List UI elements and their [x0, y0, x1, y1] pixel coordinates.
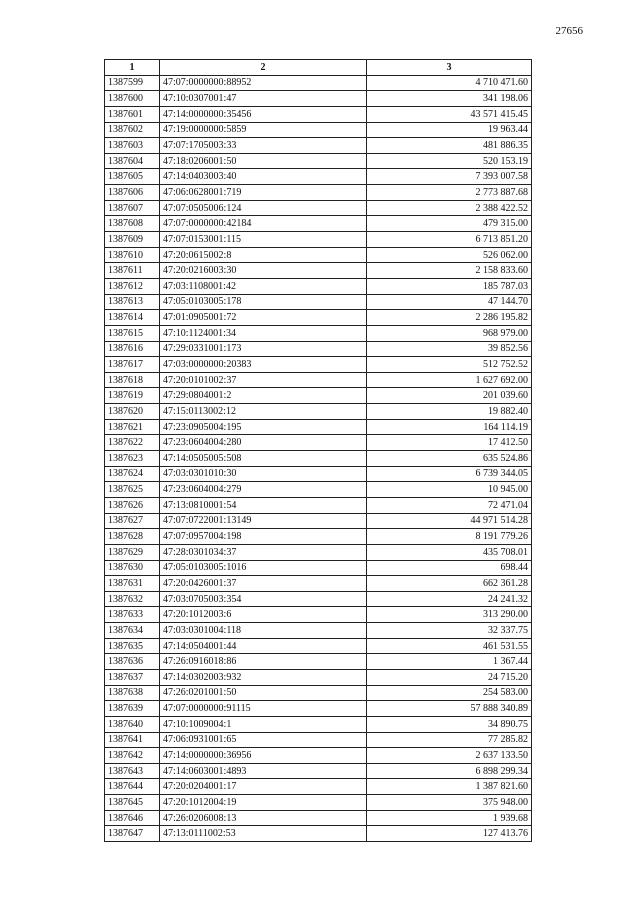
row-number-cell: 1387639	[105, 701, 160, 717]
row-number-cell: 1387643	[105, 763, 160, 779]
row-number-cell: 1387633	[105, 607, 160, 623]
cadastral-number-cell: 47:14:0302003:932	[160, 669, 367, 685]
cadastral-number-cell: 47:26:0201001:50	[160, 685, 367, 701]
cadastral-number-cell: 47:05:0103005:178	[160, 294, 367, 310]
row-number-cell: 1387604	[105, 153, 160, 169]
table-row	[105, 106, 532, 122]
row-number-cell: 1387630	[105, 560, 160, 576]
cadastral-number-cell: 47:07:0722001:13149	[160, 513, 367, 529]
row-number-cell: 1387608	[105, 216, 160, 232]
cadastral-value-cell: 1 939.68	[367, 810, 532, 826]
table-row	[105, 513, 532, 529]
cadastral-value-cell: 4 710 471.60	[367, 75, 532, 91]
cadastral-value-cell: 6 898 299.34	[367, 763, 532, 779]
cadastral-value-cell: 43 571 415.45	[367, 106, 532, 122]
cadastral-number-cell: 47:14:0504001:44	[160, 638, 367, 654]
column-header-number: 1	[105, 60, 160, 76]
cadastral-number-cell: 47:10:1124001:34	[160, 325, 367, 341]
cadastral-value-cell: 341 198.06	[367, 91, 532, 107]
table-row	[105, 91, 532, 107]
row-number-cell: 1387609	[105, 232, 160, 248]
row-number-cell: 1387599	[105, 75, 160, 91]
cadastral-number-cell: 47:14:0603001:4893	[160, 763, 367, 779]
cadastral-value-cell: 77 285.82	[367, 732, 532, 748]
cadastral-value-cell: 47 144.70	[367, 294, 532, 310]
cadastral-number-cell: 47:20:0216003:30	[160, 263, 367, 279]
cadastral-value-cell: 479 315.00	[367, 216, 532, 232]
cadastral-value-cell: 254 583.00	[367, 685, 532, 701]
table-row	[105, 591, 532, 607]
cadastral-number-cell: 47:20:0101002:37	[160, 372, 367, 388]
cadastral-number-cell: 47:20:0615002:8	[160, 247, 367, 263]
cadastral-value-cell: 8 191 779.26	[367, 529, 532, 545]
table-row	[105, 232, 532, 248]
cadastral-number-cell: 47:10:0307001:47	[160, 91, 367, 107]
table-row	[105, 529, 532, 545]
table-row	[105, 560, 532, 576]
cadastral-value-cell: 10 945.00	[367, 482, 532, 498]
cadastral-value-cell: 662 361.28	[367, 576, 532, 592]
table-row	[105, 795, 532, 811]
table-row	[105, 826, 532, 842]
cadastral-value-cell: 7 393 007.58	[367, 169, 532, 185]
table-header-row	[105, 60, 532, 76]
cadastral-value-cell: 2 158 833.60	[367, 263, 532, 279]
cadastral-number-cell: 47:23:0905004:195	[160, 419, 367, 435]
row-number-cell: 1387636	[105, 654, 160, 670]
row-number-cell: 1387617	[105, 357, 160, 373]
cadastral-value-cell: 201 039.60	[367, 388, 532, 404]
row-number-cell: 1387612	[105, 278, 160, 294]
cadastral-number-cell: 47:03:0301004:118	[160, 623, 367, 639]
cadastral-number-cell: 47:23:0604004:280	[160, 435, 367, 451]
cadastral-value-cell: 17 412.50	[367, 435, 532, 451]
cadastral-value-cell: 24 241.32	[367, 591, 532, 607]
cadastral-value-table	[104, 59, 532, 842]
cadastral-value-cell: 635 524.86	[367, 451, 532, 467]
cadastral-value-cell: 698.44	[367, 560, 532, 576]
cadastral-number-cell: 47:26:0916018:86	[160, 654, 367, 670]
cadastral-value-cell: 512 752.52	[367, 357, 532, 373]
column-header-cadastral-number: 2	[160, 60, 367, 76]
cadastral-number-cell: 47:14:0403003:40	[160, 169, 367, 185]
table-row	[105, 75, 532, 91]
cadastral-number-cell: 47:07:0505006:124	[160, 200, 367, 216]
cadastral-number-cell: 47:03:0301010:30	[160, 466, 367, 482]
table-row	[105, 122, 532, 138]
row-number-cell: 1387627	[105, 513, 160, 529]
cadastral-number-cell: 47:07:0000000:42184	[160, 216, 367, 232]
cadastral-number-cell: 47:20:1012003:6	[160, 607, 367, 623]
cadastral-value-cell: 1 627 692.00	[367, 372, 532, 388]
table-row	[105, 810, 532, 826]
cadastral-number-cell: 47:10:1009004:1	[160, 716, 367, 732]
table-row	[105, 278, 532, 294]
row-number-cell: 1387614	[105, 310, 160, 326]
cadastral-value-cell: 39 852.56	[367, 341, 532, 357]
row-number-cell: 1387629	[105, 544, 160, 560]
table-row	[105, 607, 532, 623]
cadastral-number-cell: 47:20:0426001:37	[160, 576, 367, 592]
cadastral-value-cell: 1 387 821.60	[367, 779, 532, 795]
cadastral-number-cell: 47:14:0000000:35456	[160, 106, 367, 122]
cadastral-number-cell: 47:20:0204001:17	[160, 779, 367, 795]
cadastral-value-cell: 2 286 195.82	[367, 310, 532, 326]
cadastral-number-cell: 47:29:0804001:2	[160, 388, 367, 404]
cadastral-value-cell: 313 290.00	[367, 607, 532, 623]
cadastral-value-cell: 968 979.00	[367, 325, 532, 341]
row-number-cell: 1387606	[105, 185, 160, 201]
table-row	[105, 451, 532, 467]
table-body	[105, 75, 532, 841]
table-row	[105, 576, 532, 592]
cadastral-value-cell: 6 713 851.20	[367, 232, 532, 248]
cadastral-value-cell: 164 114.19	[367, 419, 532, 435]
table-row	[105, 294, 532, 310]
table-row	[105, 701, 532, 717]
cadastral-value-cell: 19 963.44	[367, 122, 532, 138]
table-row	[105, 482, 532, 498]
table-row	[105, 748, 532, 764]
table-row	[105, 357, 532, 373]
table-row	[105, 466, 532, 482]
row-number-cell: 1387647	[105, 826, 160, 842]
row-number-cell: 1387616	[105, 341, 160, 357]
cadastral-value-cell: 34 890.75	[367, 716, 532, 732]
table-row	[105, 169, 532, 185]
column-header-value: 3	[367, 60, 532, 76]
row-number-cell: 1387619	[105, 388, 160, 404]
row-number-cell: 1387646	[105, 810, 160, 826]
cadastral-number-cell: 47:07:0957004:198	[160, 529, 367, 545]
row-number-cell: 1387611	[105, 263, 160, 279]
cadastral-number-cell: 47:14:0000000:36956	[160, 748, 367, 764]
row-number-cell: 1387642	[105, 748, 160, 764]
table-row	[105, 388, 532, 404]
cadastral-number-cell: 47:20:1012004:19	[160, 795, 367, 811]
table-row	[105, 372, 532, 388]
cadastral-number-cell: 47:23:0604004:279	[160, 482, 367, 498]
cadastral-number-cell: 47:07:0153001:115	[160, 232, 367, 248]
cadastral-number-cell: 47:06:0931001:65	[160, 732, 367, 748]
cadastral-value-cell: 72 471.04	[367, 497, 532, 513]
table-row	[105, 623, 532, 639]
table-row	[105, 185, 532, 201]
row-number-cell: 1387607	[105, 200, 160, 216]
row-number-cell: 1387623	[105, 451, 160, 467]
cadastral-value-cell: 481 886.35	[367, 138, 532, 154]
table-row	[105, 200, 532, 216]
cadastral-number-cell: 47:18:0206001:50	[160, 153, 367, 169]
table-row	[105, 325, 532, 341]
table-row	[105, 310, 532, 326]
cadastral-value-cell: 526 062.00	[367, 247, 532, 263]
cadastral-value-cell: 2 773 887.68	[367, 185, 532, 201]
cadastral-number-cell: 47:01:0905001:72	[160, 310, 367, 326]
row-number-cell: 1387637	[105, 669, 160, 685]
table-row	[105, 404, 532, 420]
row-number-cell: 1387626	[105, 497, 160, 513]
row-number-cell: 1387603	[105, 138, 160, 154]
cadastral-number-cell: 47:03:1108001:42	[160, 278, 367, 294]
cadastral-number-cell: 47:05:0103005:1016	[160, 560, 367, 576]
cadastral-value-cell: 19 882.40	[367, 404, 532, 420]
row-number-cell: 1387645	[105, 795, 160, 811]
row-number-cell: 1387644	[105, 779, 160, 795]
cadastral-number-cell: 47:06:0628001:719	[160, 185, 367, 201]
cadastral-value-cell: 435 708.01	[367, 544, 532, 560]
row-number-cell: 1387628	[105, 529, 160, 545]
table-row	[105, 216, 532, 232]
row-number-cell: 1387621	[105, 419, 160, 435]
row-number-cell: 1387634	[105, 623, 160, 639]
table-row	[105, 263, 532, 279]
table-row	[105, 497, 532, 513]
page-number: 27656	[555, 25, 583, 37]
cadastral-value-cell: 44 971 514.28	[367, 513, 532, 529]
row-number-cell: 1387631	[105, 576, 160, 592]
row-number-cell: 1387625	[105, 482, 160, 498]
cadastral-value-cell: 127 413.76	[367, 826, 532, 842]
table-row	[105, 419, 532, 435]
row-number-cell: 1387618	[105, 372, 160, 388]
cadastral-value-cell: 375 948.00	[367, 795, 532, 811]
row-number-cell: 1387632	[105, 591, 160, 607]
cadastral-number-cell: 47:13:0810001:54	[160, 497, 367, 513]
cadastral-value-cell: 461 531.55	[367, 638, 532, 654]
table-row	[105, 138, 532, 154]
cadastral-value-cell: 1 367.44	[367, 654, 532, 670]
row-number-cell: 1387640	[105, 716, 160, 732]
row-number-cell: 1387613	[105, 294, 160, 310]
table-row	[105, 544, 532, 560]
cadastral-number-cell: 47:26:0206008:13	[160, 810, 367, 826]
table-row	[105, 638, 532, 654]
cadastral-value-cell: 57 888 340.89	[367, 701, 532, 717]
table-row	[105, 153, 532, 169]
table-row	[105, 654, 532, 670]
table-row	[105, 716, 532, 732]
row-number-cell: 1387620	[105, 404, 160, 420]
cadastral-number-cell: 47:14:0505005:508	[160, 451, 367, 467]
cadastral-number-cell: 47:07:0000000:88952	[160, 75, 367, 91]
cadastral-number-cell: 47:07:0000000:91115	[160, 701, 367, 717]
row-number-cell: 1387615	[105, 325, 160, 341]
cadastral-value-cell: 185 787.03	[367, 278, 532, 294]
table-row	[105, 669, 532, 685]
table-row	[105, 763, 532, 779]
cadastral-value-cell: 32 337.75	[367, 623, 532, 639]
cadastral-number-cell: 47:03:0705003:354	[160, 591, 367, 607]
table-row	[105, 435, 532, 451]
row-number-cell: 1387641	[105, 732, 160, 748]
cadastral-number-cell: 47:03:0000000:20383	[160, 357, 367, 373]
row-number-cell: 1387638	[105, 685, 160, 701]
cadastral-number-cell: 47:19:0000000:5859	[160, 122, 367, 138]
cadastral-number-cell: 47:07:1705003:33	[160, 138, 367, 154]
row-number-cell: 1387600	[105, 91, 160, 107]
table-row	[105, 685, 532, 701]
cadastral-number-cell: 47:29:0331001:173	[160, 341, 367, 357]
row-number-cell: 1387605	[105, 169, 160, 185]
row-number-cell: 1387624	[105, 466, 160, 482]
row-number-cell: 1387601	[105, 106, 160, 122]
table-row	[105, 779, 532, 795]
row-number-cell: 1387602	[105, 122, 160, 138]
table-row	[105, 732, 532, 748]
cadastral-value-cell: 2 637 133.50	[367, 748, 532, 764]
cadastral-value-cell: 6 739 344.05	[367, 466, 532, 482]
cadastral-number-cell: 47:15:0113002:12	[160, 404, 367, 420]
cadastral-number-cell: 47:13:0111002:53	[160, 826, 367, 842]
table-row	[105, 341, 532, 357]
cadastral-number-cell: 47:28:0301034:37	[160, 544, 367, 560]
row-number-cell: 1387622	[105, 435, 160, 451]
row-number-cell: 1387610	[105, 247, 160, 263]
cadastral-value-cell: 2 388 422.52	[367, 200, 532, 216]
cadastral-value-cell: 24 715.20	[367, 669, 532, 685]
cadastral-value-cell: 520 153.19	[367, 153, 532, 169]
table-row	[105, 247, 532, 263]
row-number-cell: 1387635	[105, 638, 160, 654]
